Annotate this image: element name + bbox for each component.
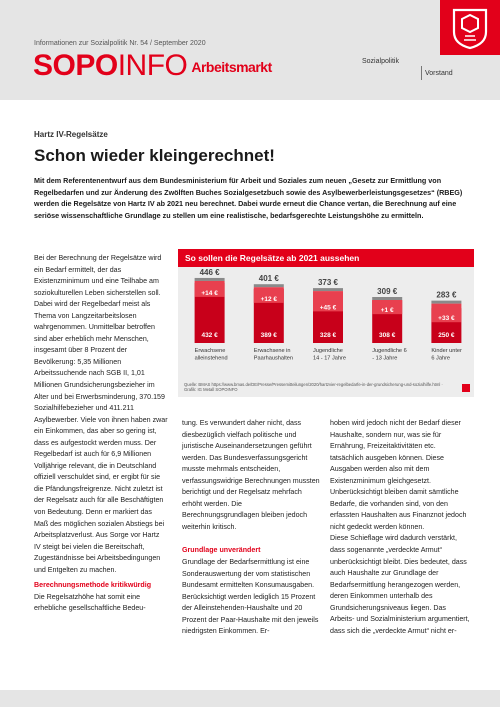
category-label: Paarhaushalten	[253, 355, 293, 362]
issue-line: Informationen zur Sozialpolitik Nr. 54 / September 2020	[34, 40, 206, 47]
bar-total-label: 373 €	[317, 278, 339, 288]
category-label: 14 - 17 Jahre	[313, 355, 346, 362]
brand-subtitle: Arbeitsmarkt	[191, 59, 272, 75]
col3-paragraph-2: Diese Schieflage wird dadurch verstärkt, dass sogenannte „verdeckte Armut“ unberücksichtigt bleibt. Dies bedeutet, dass auch Haushalte zur Grundlage der Bedarfsermittlung herangezogen werden, deren Einkommen unterhalb des Grundsicherungsniveaus liegen. Das Arbeits- und Sozialministerium argumentiert, dass sich die „verdeckte Armut“ nicht er-	[330, 534, 470, 635]
divider	[421, 66, 422, 80]
chart-title: So sollen die Regelsätze ab 2021 aussehen	[178, 249, 474, 267]
column-2	[182, 418, 321, 638]
bar-base-label: 389 €	[260, 332, 277, 339]
page-footer	[0, 690, 500, 707]
bar-total-cap	[254, 284, 284, 287]
brand-mark-icon	[462, 384, 470, 392]
category-label: 6 Jahre	[431, 355, 451, 362]
bar-total-cap	[313, 288, 343, 291]
ig-metall-logo	[440, 0, 500, 55]
category-label: Erwachsene	[194, 348, 226, 354]
bar-total-label: 446 €	[199, 267, 220, 277]
bar-total-cap	[431, 301, 461, 304]
bar-total-label: 283 €	[436, 290, 457, 300]
article-title: Schon wieder kleingerechnet!	[34, 146, 275, 165]
category-label: Jugendliche 6	[372, 348, 407, 354]
dept-right-text: Vorstand	[425, 69, 453, 77]
column-3	[330, 418, 470, 637]
brand-wordmark	[33, 51, 272, 85]
col1-paragraph-2: Die Regelsatzhöhe hat somit eine erhebliche gesellschaftliche Bedeu-	[34, 592, 146, 613]
bar-total-label: 401 €	[258, 274, 279, 284]
col2-paragraph-1: tung. Es verwundert daher nicht, dass diesbezüglich vielfach politische und juristische Auseinandersetzungen geführt werden. Das Bundesverfassungsgericht musste mehrmals entscheiden, verfassungswidrige Berechnungen mussten berichtigt und der Regelsatz mehrfach erhöht werden. Die Berechnungsgrundlagen bleiben jedoch weiterhin kritisch.	[182, 419, 320, 531]
bar-increase-label: +1 €	[380, 307, 394, 315]
chart-plot	[178, 267, 474, 381]
brand-sopo: SOPO	[33, 49, 118, 82]
bar-increase-label: +33 €	[438, 315, 455, 323]
bar-increase-label: +12 €	[260, 295, 278, 303]
col1-paragraph-1: Bei der Berechnung der Regelsätze wird ein Bedarf ermittelt, der das Existenzminimum und eine Teilhabe am soziokulturellen Leben sicherstellen soll. Dabei wird der Regelbedarf meist als Thema von Langzeitarbeitslosen wahrgenommen. Unmittelbar betroffen sind aber erheblich mehr Menschen, insgesamt über 8 Prozent der Bevölkerung: 5,35 Millionen Arbeitssuchende nach SGB II, 1,01 Millionen Grundsicherungsbezieher im Alter und bei Erwerbsminderung, 370.159 Sozialhilfebezieher und 411.211 Asylbewerber. Viele von ihnen haben zwar ein Einkommen, das aber so gering ist, dass es aufgestockt werden muss. Der Regelbedarf ist auch für 6,9 Millionen Volljährige relevant, die in Deutschland offiziell verschuldet sind, er ergibt für sie die Pfändungsfreigrenze. Nicht zuletzt ist der Regelsatz auch für alle Beschäftigten von Bedeutung. Denn er markiert das Maß des möglichen sozialen Abstiegs bei Arbeitsplatzverlust. Aus Sorge vor Hartz IV steigt bei vielen die Bereitschaft, Zugeständnisse bei Arbeitsbedingungen und Entgelten zu machen.	[34, 254, 168, 574]
dept-left: Sozialpolitik	[362, 58, 399, 65]
masthead	[0, 0, 500, 100]
category-label: alleinstehend	[194, 355, 228, 362]
bar-increase-label: +45 €	[319, 304, 337, 312]
col3-paragraph-1: hoben wird jedoch nicht der Bedarf dieser Haushalte, sondern nur, was sie für Ernährung, Freizeitaktivitäten etc. tatsächlich ausgeben können. Diese Ausgaben werden also mit dem Existenzminimum gleichgesetzt. Unberücksichtigt bleiben damit sämtliche Bedarfe, die vorhanden sind, von den erfassten Haushalten aus Finanznot jedoch nicht gedeckt werden können.	[330, 419, 467, 531]
brand-info: INFO	[117, 49, 188, 82]
bar-base-label: 308 €	[379, 332, 396, 339]
bar-total-cap	[372, 297, 402, 300]
bar-total-cap	[195, 278, 225, 281]
chart-source: Quelle: BMAS https://www.bmas.de/DE/Presse/Pressemitteilungen/2020/hartzvier-regelbedarfe-in-der-grundsicherung-und-sozialhilfe.html · Grafik: IG Metall SOPOINFO	[184, 382, 443, 393]
article-kicker: Hartz IV-Regelsätze	[34, 130, 108, 139]
article-lead: Mit dem Referentenentwurf aus dem Bundesministerium für Arbeit und Soziales zum neuen „Gesetz zur Ermittlung von Regelbedarfen und zur Änderung des Zwölften Buches Sozialgesetzbuch sowie des Asylbewerberleistungsgesetzes“ (RBEG) werden die Regelsätze von Hartz IV ab 2021 neu berechnet. Dabei wurde erneut die Chance vertan, die Berechnung auf eine seriöse wissenschaftliche Grundlage zu stellen um eine realistische, bedarfsgerechte Leistungshöhe zu ermitteln.	[34, 176, 463, 220]
col2-subhead: Grundlage unverändert	[182, 546, 261, 555]
bar-base-label: 328 €	[319, 332, 337, 339]
bar-total-label: 309 €	[377, 287, 398, 297]
category-label: Jugendliche	[313, 348, 343, 354]
logo-icon	[450, 6, 490, 50]
category-label: Erwachsene in	[253, 348, 291, 354]
category-label: - 13 Jahre	[372, 355, 398, 362]
bar-base-label: 250 €	[438, 332, 455, 339]
bar-base-label: 432 €	[201, 332, 218, 339]
column-1	[34, 253, 168, 615]
category-label: Kinder unter	[431, 348, 462, 354]
regelsatz-chart	[178, 249, 474, 397]
bar-increase-label: +14 €	[201, 289, 218, 297]
col1-subhead: Berechnungsmethode kritikwürdig	[34, 581, 152, 590]
col2-paragraph-2: Grundlage der Bedarfsermittlung ist eine Sonderauswertung der vom statistischen Bundesamt ermittelten Konsumausgaben. Berücksichtigt werden lediglich 15 Prozent der Alleinstehenden-Haushalte und 20 Prozent der Paar-Haushalte mit den jeweils niedrigsten Einkommen. Er-	[182, 558, 319, 636]
dept-right	[418, 66, 453, 80]
